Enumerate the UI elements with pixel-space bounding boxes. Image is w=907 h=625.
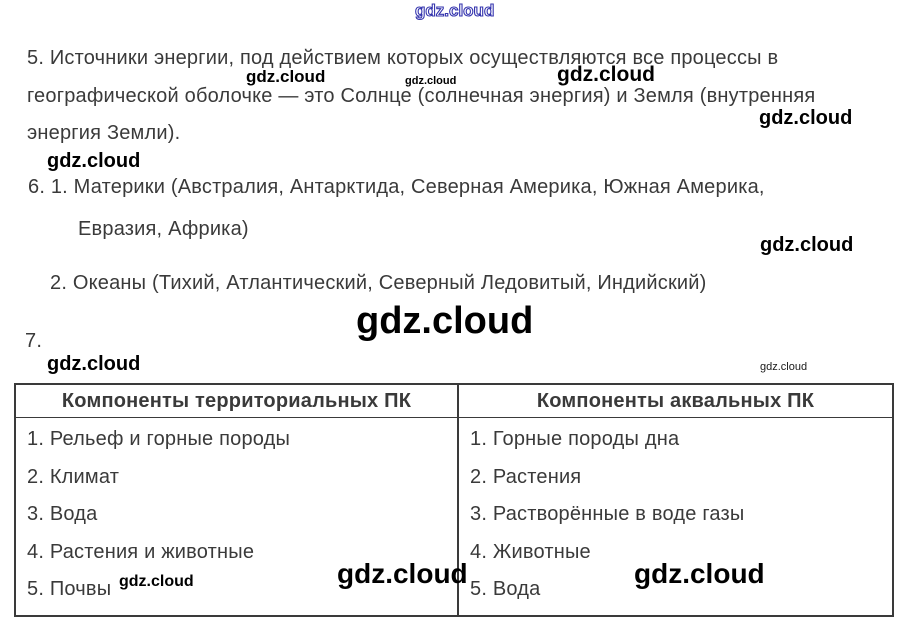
answer-6-line-1: 6. 1. Материки (Австралия, Антарктида, Северная Америка, Южная Америка, xyxy=(28,176,765,198)
aquatic-item-4: 4. Животные xyxy=(470,540,591,563)
watermark-top-outline: gdz.cloud xyxy=(415,1,495,20)
answer-6-line-3: 2. Океаны (Тихий, Атлантический, Северный Ледовитый, Индийский) xyxy=(50,272,707,294)
watermark: gdz.cloud xyxy=(119,573,194,590)
territorial-item-2: 2. Климат xyxy=(27,465,120,488)
watermark-large: gdz.cloud xyxy=(634,558,765,589)
territorial-item-3: 3. Вода xyxy=(27,503,98,525)
territorial-item-4: 4. Растения и животные xyxy=(27,540,255,563)
table-header-row xyxy=(15,384,893,418)
aquatic-item-5: 5. Вода xyxy=(470,578,541,600)
watermark: gdz.cloud xyxy=(47,353,141,375)
watermark-large: gdz.cloud xyxy=(356,300,534,342)
watermark: gdz.cloud xyxy=(47,150,141,172)
table-header-aquatic: Компоненты аквальных ПК xyxy=(458,384,893,418)
answer-5-line-3: энергия Земли). xyxy=(27,122,181,144)
territorial-item-1: 1. Рельеф и горные породы xyxy=(27,428,291,450)
watermark-small: gdz.cloud xyxy=(760,361,808,373)
watermark: gdz.cloud xyxy=(760,234,854,256)
aquatic-item-3: 3. Растворённые в воде газы xyxy=(470,503,745,525)
table-header-territorial: Компоненты территориальных ПК xyxy=(15,384,458,418)
watermark: gdz.cloud xyxy=(759,107,853,129)
aquatic-item-1: 1. Горные породы дна xyxy=(470,428,680,450)
answer-5-line-2: географической оболочке — это Солнце (солнечная энергия) и Земля (внутренняя xyxy=(27,85,816,107)
aquatic-item-2: 2. Растения xyxy=(470,465,582,488)
watermark: gdz.cloud xyxy=(557,63,655,86)
watermark: gdz.cloud xyxy=(246,67,326,86)
watermark: gdz.cloud xyxy=(405,75,457,87)
territorial-item-5: 5. Почвы xyxy=(27,578,112,600)
answer-6-line-2: Евразия, Африка) xyxy=(78,218,249,240)
answer-7-marker: 7. xyxy=(25,330,43,352)
watermark-large: gdz.cloud xyxy=(337,558,468,589)
answer-5-line-1: 5. Источники энергии, под действием которых осуществляются все процессы в xyxy=(27,47,779,69)
